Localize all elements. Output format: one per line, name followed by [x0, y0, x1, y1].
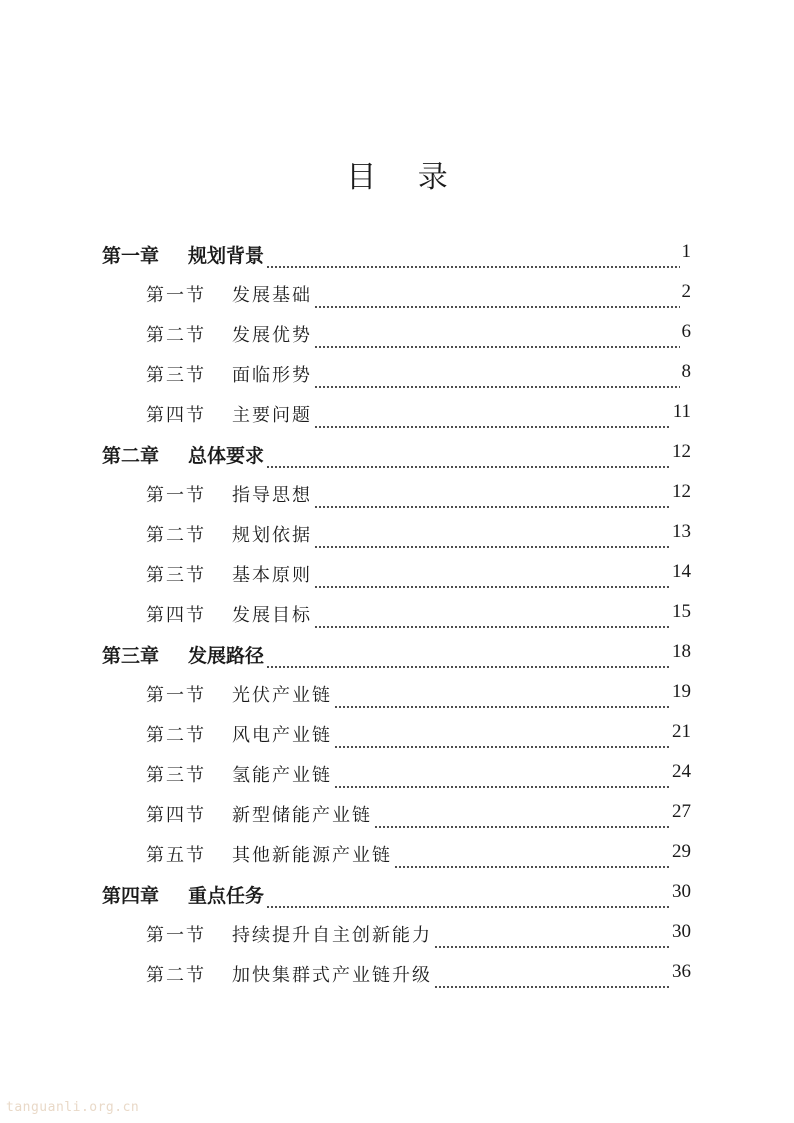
toc-entry-title: 规划依据	[232, 525, 312, 546]
toc-entry-number: 第三节	[146, 765, 206, 786]
toc-entry-page-number: 1	[681, 241, 691, 262]
dot-leader	[374, 826, 670, 828]
dot-leader	[394, 866, 670, 868]
toc-entry-title: 其他新能源产业链	[232, 845, 392, 866]
toc-entry-title: 重点任务	[188, 885, 265, 907]
dot-leader	[266, 266, 679, 268]
toc-entry-label	[146, 521, 312, 547]
toc-entry-label	[102, 241, 264, 268]
toc-entry-number: 第三章	[102, 645, 160, 667]
toc-entry-number: 第四节	[146, 405, 206, 426]
toc-section-entry[interactable]	[0, 961, 794, 1001]
toc-entry-number: 第一节	[146, 285, 206, 306]
toc-entry-label	[146, 681, 332, 707]
page-title: 目 录	[346, 160, 464, 195]
dot-leader	[334, 786, 670, 788]
toc-entry-title: 指导思想	[232, 485, 312, 506]
toc-entry-label	[146, 321, 312, 347]
toc-entry-label	[146, 401, 312, 427]
toc-entry-label	[146, 561, 312, 587]
toc-entry-page-number: 30	[672, 921, 691, 942]
toc-entry-page-number: 21	[672, 721, 691, 742]
toc-entry-page-number: 13	[672, 521, 691, 542]
toc-entry-page-number: 24	[672, 761, 691, 782]
toc-entry-label	[146, 801, 372, 827]
toc-section-entry[interactable]	[0, 521, 794, 561]
toc-entry-page-number: 36	[672, 961, 691, 982]
dot-leader	[266, 666, 670, 668]
toc-entry-page-number: 11	[672, 401, 691, 422]
toc-entry-title: 光伏产业链	[232, 685, 332, 706]
toc-entry-label	[146, 721, 332, 747]
toc-entry-page-number: 27	[672, 801, 691, 822]
toc-entry-title: 规划背景	[188, 245, 265, 267]
dot-leader	[314, 426, 671, 428]
dot-leader	[434, 946, 670, 948]
toc-entry-title: 发展路径	[188, 645, 265, 667]
dot-leader	[314, 586, 670, 588]
toc-entry-title: 新型储能产业链	[232, 805, 372, 826]
dot-leader	[314, 506, 670, 508]
toc-section-entry[interactable]	[0, 401, 794, 441]
toc-entry-title: 主要问题	[232, 405, 312, 426]
dot-leader	[334, 746, 670, 748]
toc-entry-number: 第三节	[146, 565, 206, 586]
toc-entry-title: 持续提升自主创新能力	[232, 925, 432, 946]
toc-entry-number: 第二节	[146, 965, 206, 986]
dot-leader	[266, 906, 670, 908]
toc-entry-label	[146, 361, 312, 387]
toc-section-entry[interactable]	[0, 481, 794, 521]
toc-section-entry[interactable]	[0, 281, 794, 321]
toc-entry-number: 第四节	[146, 605, 206, 626]
toc-section-entry[interactable]	[0, 801, 794, 841]
toc-entry-number: 第二节	[146, 525, 206, 546]
dot-leader	[314, 386, 680, 388]
toc-entry-number: 第一节	[146, 485, 206, 506]
toc-entry-number: 第四章	[102, 885, 160, 907]
toc-entry-label	[102, 641, 264, 668]
dot-leader	[314, 346, 680, 348]
toc-entry-page-number: 29	[672, 841, 691, 862]
dot-leader	[314, 626, 670, 628]
toc-section-entry[interactable]	[0, 561, 794, 601]
dot-leader	[334, 706, 670, 708]
toc-chapter-entry[interactable]	[0, 441, 794, 481]
toc-entry-number: 第一节	[146, 685, 206, 706]
toc-section-entry[interactable]	[0, 761, 794, 801]
toc-entry-title: 基本原则	[232, 565, 312, 586]
toc-entry-title: 氢能产业链	[232, 765, 332, 786]
toc-entry-page-number: 12	[672, 481, 691, 502]
toc-section-entry[interactable]	[0, 921, 794, 961]
toc-entry-page-number: 18	[672, 641, 691, 662]
toc-entry-label	[102, 881, 264, 908]
toc-entry-page-number: 12	[672, 441, 691, 462]
toc-entry-title: 加快集群式产业链升级	[232, 965, 432, 986]
toc-entry-label	[102, 441, 264, 468]
toc-entry-number: 第四节	[146, 805, 206, 826]
toc-entry-page-number: 15	[672, 601, 691, 622]
toc-section-entry[interactable]	[0, 681, 794, 721]
toc-entry-label	[146, 921, 432, 947]
toc-entry-label	[146, 481, 312, 507]
toc-entry-label	[146, 841, 392, 867]
toc-entry-title: 发展优势	[232, 325, 312, 346]
dot-leader	[266, 466, 670, 468]
toc-entry-page-number: 14	[672, 561, 691, 582]
watermark: tanguanli.org.cn	[6, 1100, 140, 1115]
toc-section-entry[interactable]	[0, 321, 794, 361]
toc-entry-title: 发展目标	[232, 605, 312, 626]
toc-entry-page-number: 2	[681, 281, 691, 302]
dot-leader	[434, 986, 670, 988]
toc-entry-page-number: 19	[672, 681, 691, 702]
toc-entry-title: 总体要求	[188, 445, 265, 467]
toc-chapter-entry[interactable]	[0, 881, 794, 921]
toc-chapter-entry[interactable]	[0, 641, 794, 681]
dot-leader	[314, 306, 680, 308]
toc-entry-number: 第五节	[146, 845, 206, 866]
toc-entry-title: 面临形势	[232, 365, 312, 386]
toc-entry-page-number: 30	[672, 881, 691, 902]
toc-section-entry[interactable]	[0, 721, 794, 761]
toc-entry-label	[146, 601, 312, 627]
toc-entry-label	[146, 961, 432, 987]
toc-entry-number: 第二节	[146, 725, 206, 746]
toc-entry-page-number: 8	[681, 361, 691, 382]
toc-entry-number: 第一节	[146, 925, 206, 946]
toc-entry-number: 第二节	[146, 325, 206, 346]
toc-entry-page-number: 6	[681, 321, 691, 342]
toc-section-entry[interactable]	[0, 841, 794, 881]
toc-entry-number: 第三节	[146, 365, 206, 386]
toc-chapter-entry[interactable]	[0, 241, 794, 281]
toc-section-entry[interactable]	[0, 601, 794, 641]
dot-leader	[314, 546, 670, 548]
toc-entry-label	[146, 761, 332, 787]
toc-entry-label	[146, 281, 312, 307]
toc-section-entry[interactable]	[0, 361, 794, 401]
toc-entry-title: 风电产业链	[232, 725, 332, 746]
toc-entry-number: 第二章	[102, 445, 160, 467]
toc-entry-number: 第一章	[102, 245, 160, 267]
toc-entry-title: 发展基础	[232, 285, 312, 306]
